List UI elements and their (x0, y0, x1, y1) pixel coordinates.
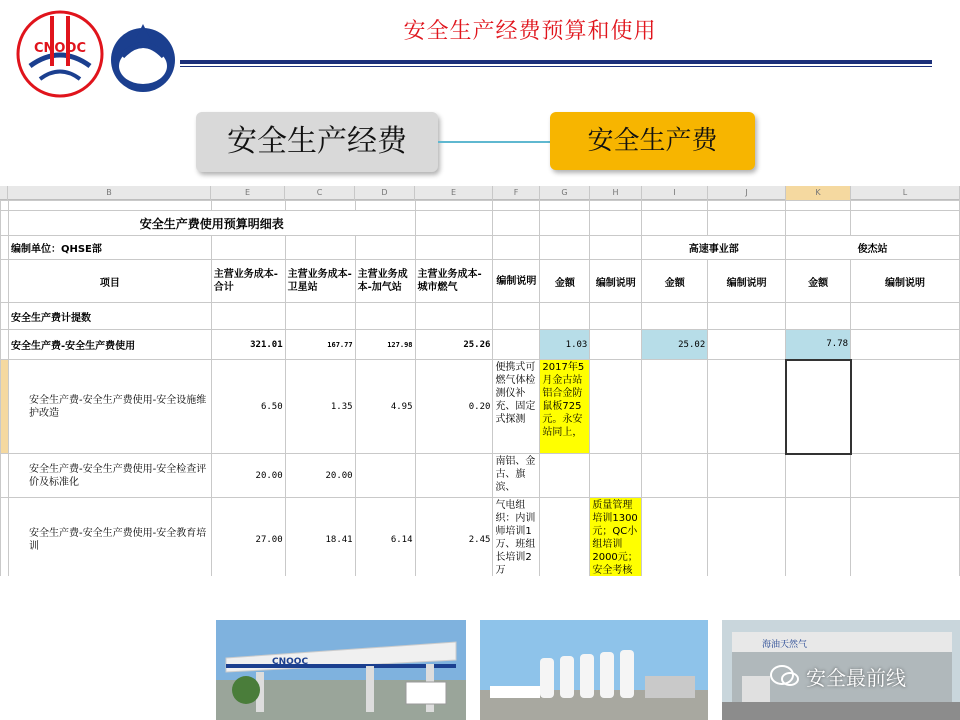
header-amount-3: 金额 (786, 260, 851, 303)
cell-weixing: 18.41 (285, 498, 355, 577)
table-row (1, 330, 960, 360)
cell-city-gas: 2.45 (415, 498, 493, 577)
header-amount-2: 金额 (642, 260, 708, 303)
logo-text: CNOOC (33, 41, 87, 56)
watermark-text: 安全最前线 (806, 666, 906, 690)
header-amount-note: 编制说明 (590, 260, 642, 303)
cell-total: 20.00 (211, 454, 285, 498)
division-header-1: 高速事业部 (642, 236, 786, 260)
header-cost-total: 主营业务成本-合计 (211, 260, 285, 303)
cell-jiaqi: 4.95 (355, 360, 415, 454)
safety-funding-label: 安全生产经费 (196, 112, 438, 172)
budget-spreadsheet (0, 186, 960, 576)
cell-city-gas: 25.26 (415, 330, 493, 360)
safety-fee-label: 安全生产费 (550, 112, 755, 170)
wechat-icon (770, 664, 800, 692)
cell-total: 321.01 (211, 330, 285, 360)
header-cost-jiaqi: 主营业务成本-加气站 (355, 260, 415, 303)
budget-table (0, 200, 960, 576)
selected-cell[interactable] (786, 360, 851, 454)
cell-jiaqi: 127.98 (355, 330, 415, 360)
cell-amount-2: 25.02 (642, 330, 708, 360)
sheet-title: 安全生产费使用预算明细表 (8, 211, 415, 236)
row-item: 安全生产费-安全生产费使用-安全设施维护改造 (8, 360, 211, 454)
unit-label: 编制单位：QHSE部 (8, 236, 211, 260)
cell-weixing: 167.77 (285, 330, 355, 360)
cell-note: 气电组织：内训师培训1万、班组长培训2万 (493, 498, 540, 577)
page-title: 安全生产经费预算和使用 (403, 19, 657, 44)
gas-station-photo (216, 620, 466, 720)
column-header-row: B E C D E F G H I J K L (0, 186, 960, 200)
header-amount: 金额 (540, 260, 590, 303)
cell-total: 27.00 (211, 498, 285, 577)
header-item: 项目 (8, 260, 211, 303)
cell-weixing: 1.35 (285, 360, 355, 454)
header-cost-city-gas: 主营业务成本-城市燃气 (415, 260, 493, 303)
station-sign-text: CNOOC (272, 657, 309, 667)
row-item: 安全生产费-安全生产费使用 (8, 330, 211, 360)
cnooc-logo (10, 4, 180, 104)
row-item: 安全生产费-安全生产费使用-安全教育培训 (8, 498, 211, 577)
header-amount-note-3: 编制说明 (851, 260, 960, 303)
cell-amount-note: 2017年5月金古站铝合金防鼠板725元。永安站同上， (540, 360, 590, 454)
table-row (1, 303, 960, 330)
title-divider (180, 60, 932, 64)
cell-city-gas: 0.20 (415, 360, 493, 454)
row-item: 安全生产费计提数 (8, 303, 211, 330)
cell-note: 南铝、金古、旗滨、 (493, 454, 540, 498)
cell-note: 便携式可燃气体检测仪补充、固定式探测 (493, 360, 540, 454)
header-note: 编制说明 (493, 260, 540, 303)
division-header-2: 俊杰站 (786, 236, 960, 260)
lng-plant-photo (480, 620, 708, 720)
cell-amount-note: 质量管理培训1300元；QC小组培训2000元；安全考核 (590, 498, 642, 577)
building-sign-text: 海油天然气 (762, 640, 808, 650)
header-cost-weixing: 主营业务成本-卫星站 (285, 260, 355, 303)
header-amount-note-2: 编制说明 (708, 260, 786, 303)
cell-amount-3: 7.78 (786, 330, 851, 360)
cell-jiaqi: 6.14 (355, 498, 415, 577)
table-row (1, 454, 960, 498)
flow-connector (438, 141, 550, 143)
row-item: 安全生产费-安全生产费使用-安全检查评价及标准化 (8, 454, 211, 498)
cell-total: 6.50 (211, 360, 285, 454)
title-divider-thin (180, 66, 932, 67)
cell-amount-1: 1.03 (540, 330, 590, 360)
cell-weixing: 20.00 (285, 454, 355, 498)
table-row (1, 360, 960, 454)
table-row (1, 498, 960, 577)
